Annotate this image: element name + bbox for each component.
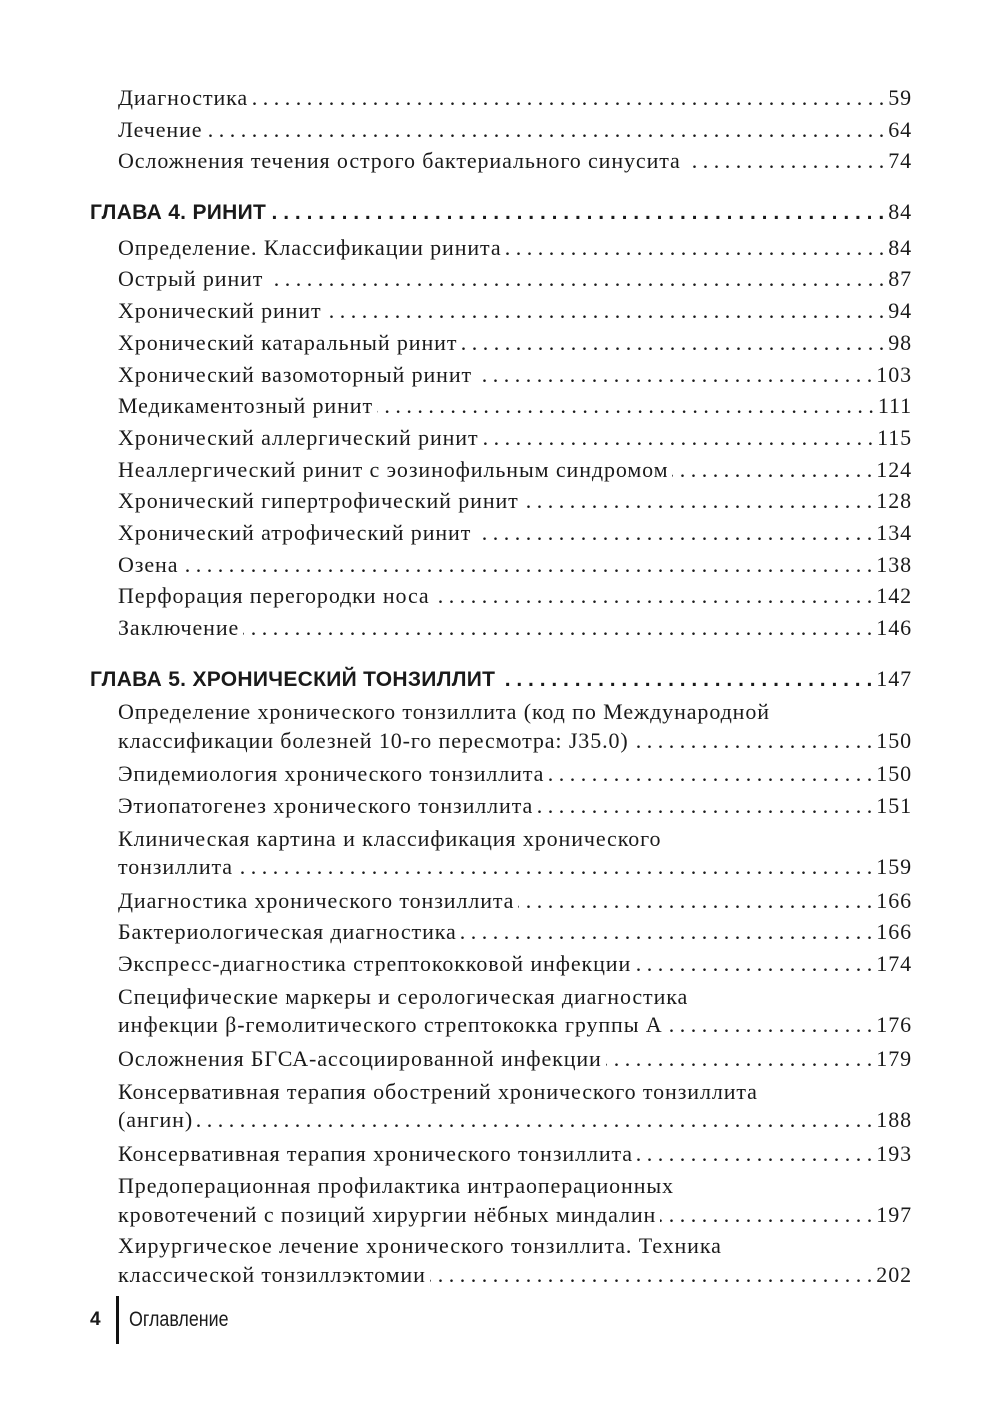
entry-title: Хронический аллергический ринит [118, 424, 479, 450]
entry-page: 87 [888, 266, 912, 292]
entry-page: 197 [876, 1201, 912, 1227]
toc-entry[interactable] [90, 390, 912, 422]
chapter-row [90, 196, 912, 228]
entry-row [118, 1138, 912, 1170]
entry-row [118, 114, 912, 146]
entry-title: Экспресс-диагностика стрептококковой инфекции [118, 951, 632, 977]
entry-row [118, 1261, 912, 1290]
dot-leader [523, 485, 873, 517]
dot-leader [237, 853, 872, 882]
toc-entry[interactable] [90, 114, 912, 146]
toc-entry[interactable] [90, 232, 912, 264]
entry-row [118, 549, 912, 581]
dot-leader [537, 790, 872, 822]
toc-entry[interactable] [90, 580, 912, 612]
entry-title: Заключение [118, 615, 240, 640]
entry-page: 84 [888, 234, 912, 260]
page-footer [90, 1295, 246, 1345]
dot-leader [633, 727, 873, 756]
toc-entry[interactable] [90, 916, 912, 948]
entry-row [118, 612, 912, 644]
dot-leader [672, 454, 872, 486]
entry-title-line: Клиническая картина и классификация хронического [118, 825, 662, 851]
entry-page: 64 [888, 116, 912, 142]
toc-entry[interactable] [90, 983, 912, 1040]
toc-entry[interactable] [90, 612, 912, 644]
dot-leader [476, 359, 872, 391]
dot-leader [461, 327, 884, 359]
entry-row [118, 263, 912, 295]
chapter-page: 147 [876, 665, 912, 691]
entry-title: Бактериологическая диагностика [118, 919, 457, 945]
chapter-row [90, 663, 912, 695]
entry-row [118, 422, 912, 454]
chapter-title: ГЛАВА 5. ХРОНИЧЕСКИЙ ТОНЗИЛЛИТ [90, 667, 496, 691]
dot-leader [660, 1201, 872, 1230]
dot-leader [326, 295, 885, 327]
toc-entry[interactable] [90, 1043, 912, 1075]
chapter-heading[interactable] [90, 196, 912, 228]
dot-leader [483, 422, 874, 454]
entry-row [118, 758, 912, 790]
entry-page: 193 [876, 1140, 912, 1166]
entry-row [118, 853, 912, 882]
entry-title: Медикаментозный ринит [118, 393, 373, 419]
dot-leader [635, 948, 872, 980]
entry-title: Озена [118, 551, 179, 577]
entry-title-line: Предоперационная профилактика интраоперационных [118, 1173, 674, 1199]
entry-row [118, 232, 912, 264]
entry-page: 151 [876, 793, 912, 819]
dot-leader [270, 197, 884, 229]
entry-row [118, 295, 912, 327]
chapter-title: ГЛАВА 4. РИНИТ [90, 201, 267, 225]
chapter-page: 84 [888, 199, 912, 225]
entry-title: инфекции β-гемолитического стрептококка группы А [118, 1012, 663, 1038]
entry-row [118, 580, 912, 612]
entry-title: классической тонзиллэктомии [118, 1261, 426, 1287]
entry-title: Диагностика [118, 85, 249, 110]
entry-page: 115 [877, 424, 912, 450]
dot-leader [377, 390, 874, 422]
entry-page: 174 [876, 951, 912, 977]
entry-page: 124 [876, 456, 912, 482]
entry-row [118, 790, 912, 822]
entry-title-line: Определение хронического тонзиллита (код по Международной [118, 699, 770, 725]
toc-entry[interactable] [90, 790, 912, 822]
entry-title: кровотечений с позиций хирургии нёбных миндалин [118, 1201, 657, 1227]
dot-leader [206, 114, 884, 146]
dot-leader [252, 82, 884, 114]
entry-title: Консервативная терапия хронического тонзиллита [118, 1140, 633, 1166]
entry-title: классификации болезней 10-го пересмотра: J35.0) [118, 727, 629, 753]
dot-leader [461, 916, 873, 948]
footer-divider [116, 1296, 119, 1344]
toc-entry[interactable] [90, 454, 912, 486]
dot-leader [267, 263, 884, 295]
entry-title: Осложнения БГСА-ассоциированной инфекции [118, 1045, 602, 1071]
entry-page: 150 [876, 761, 912, 787]
toc-entry[interactable] [90, 295, 912, 327]
entry-title: тонзиллита [118, 854, 233, 880]
toc-entry[interactable] [90, 825, 912, 882]
entry-page: 166 [876, 887, 912, 913]
entry-page: 98 [888, 329, 912, 355]
entry-page: 150 [876, 727, 912, 753]
entry-title: Эпидемиология хронического тонзиллита [118, 761, 545, 787]
entry-title: Хронический катаральный ринит [118, 329, 458, 355]
entry-page: 166 [876, 919, 912, 945]
entry-title: Неаллергический ринит с эозинофильным синдромом [118, 456, 669, 482]
entry-row [118, 727, 912, 756]
entry-page: 128 [876, 488, 912, 514]
dot-leader [499, 664, 872, 696]
dot-leader [637, 1138, 872, 1170]
entry-title: Перфорация перегородки носа [118, 583, 430, 609]
dot-leader [506, 232, 885, 264]
entry-row [118, 454, 912, 486]
table-of-contents [90, 82, 912, 1308]
toc-group [90, 82, 912, 177]
entry-row [118, 885, 912, 917]
entry-title: Острый ринит [118, 266, 264, 292]
toc-entry[interactable] [90, 758, 912, 790]
toc-entry[interactable] [90, 145, 912, 177]
entry-page: 179 [876, 1045, 912, 1071]
toc-entry[interactable] [90, 517, 912, 549]
toc-entry[interactable] [90, 1078, 912, 1135]
entry-title-line: Хирургическое лечение хронического тонзиллита. Техника [118, 1233, 722, 1259]
dot-leader [430, 1261, 873, 1290]
entry-page: 159 [876, 854, 912, 880]
dot-leader [606, 1043, 873, 1075]
entry-row [118, 145, 912, 177]
entry-title: Этиопатогенез хронического тонзиллита [118, 793, 534, 819]
entry-page: 142 [876, 583, 912, 609]
entry-row [118, 82, 912, 114]
entry-title: (ангин) [118, 1107, 194, 1132]
toc-entry[interactable] [90, 1138, 912, 1170]
toc-entry[interactable] [90, 549, 912, 581]
toc-group [90, 196, 912, 644]
toc-entry[interactable] [90, 263, 912, 295]
dot-leader [475, 517, 872, 549]
chapter-heading[interactable] [90, 663, 912, 695]
toc-group [90, 663, 912, 1290]
entry-title: Определение. Классификации ринита [118, 234, 502, 260]
dot-leader [243, 612, 872, 644]
entry-title: Хронический ринит [118, 298, 322, 324]
toc-entry[interactable] [90, 485, 912, 517]
entry-page: 74 [888, 148, 912, 174]
dot-leader [667, 1011, 873, 1040]
entry-row [118, 916, 912, 948]
entry-row [118, 1011, 912, 1040]
entry-title: Хронический атрофический ринит [118, 519, 472, 545]
entry-page: 146 [876, 615, 912, 640]
entry-row [118, 359, 912, 391]
toc-entry[interactable] [90, 1172, 912, 1229]
running-header: Оглавление [129, 1308, 229, 1331]
dot-leader [182, 549, 872, 581]
entry-title-line: Специфические маркеры и серологическая диагностика [118, 983, 689, 1009]
dot-leader [434, 580, 873, 612]
toc-entry[interactable] [90, 1232, 912, 1289]
entry-page: 188 [876, 1107, 912, 1132]
entry-row [118, 485, 912, 517]
entry-row [118, 327, 912, 359]
toc-entry[interactable] [90, 359, 912, 391]
toc-entry[interactable] [90, 327, 912, 359]
entry-page: 94 [888, 298, 912, 324]
dot-leader [685, 145, 884, 177]
entry-row [118, 1106, 912, 1135]
entry-page: 111 [877, 393, 912, 419]
toc-entry[interactable] [90, 948, 912, 980]
dot-leader [518, 885, 872, 917]
toc-entry[interactable] [90, 698, 912, 755]
toc-entry[interactable] [90, 885, 912, 917]
entry-title: Хронический гипертрофический ринит [118, 488, 519, 514]
entry-page: 103 [876, 361, 912, 387]
page-number: 4 [90, 1309, 101, 1330]
entry-page: 138 [876, 551, 912, 577]
entry-row [118, 390, 912, 422]
toc-entry[interactable] [90, 422, 912, 454]
entry-title-line: Консервативная терапия обострений хронического тонзиллита [118, 1078, 758, 1104]
dot-leader [548, 758, 872, 790]
entry-page: 202 [876, 1261, 912, 1287]
entry-page: 59 [888, 85, 912, 110]
entry-row [118, 1043, 912, 1075]
entry-title: Лечение [118, 116, 203, 142]
entry-page: 134 [876, 519, 912, 545]
entry-row [118, 517, 912, 549]
entry-row [118, 948, 912, 980]
toc-entry[interactable] [90, 82, 912, 114]
dot-leader [197, 1106, 872, 1135]
entry-row [118, 1201, 912, 1230]
entry-title: Диагностика хронического тонзиллита [118, 887, 515, 913]
entry-title: Осложнения течения острого бактериального синусита [118, 148, 681, 174]
entry-title: Хронический вазомоторный ринит [118, 361, 473, 387]
entry-page: 176 [876, 1012, 912, 1038]
